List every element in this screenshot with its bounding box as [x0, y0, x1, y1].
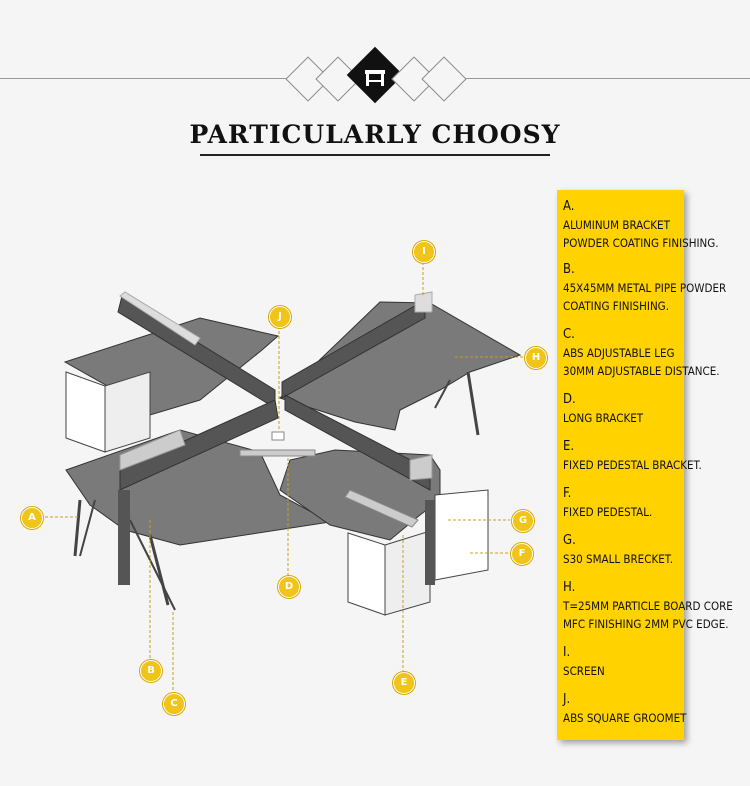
spec-text: ABS SQUARE GROOMET	[563, 711, 687, 725]
spec-letter: J.	[563, 692, 571, 707]
callout-d: D	[278, 576, 300, 598]
spec-letter: D.	[563, 392, 576, 407]
callout-h: H	[525, 347, 547, 369]
spec-text: FIXED PEDESTAL.	[563, 505, 653, 519]
spec-g	[563, 532, 673, 568]
spec-letter: B.	[563, 262, 575, 277]
spec-e	[563, 438, 702, 474]
spec-text: T=25MM PARTICLE BOARD CORE MFC FINISHING 2MM PVC EDGE.	[563, 599, 733, 631]
callout-j: J	[269, 306, 291, 328]
spec-letter: E.	[563, 439, 575, 454]
page-title: PARTICULARLY CHOOSY	[189, 120, 561, 149]
callout-i: I	[413, 241, 435, 263]
spec-letter: H.	[563, 580, 576, 595]
callout-e: E	[393, 672, 415, 694]
spec-f	[563, 485, 652, 521]
callout-g: G	[512, 510, 534, 532]
spec-d	[563, 391, 643, 427]
callout-f: F	[511, 543, 533, 565]
spec-text: SCREEN	[563, 664, 605, 678]
spec-a	[563, 198, 719, 252]
spec-b	[563, 261, 726, 315]
spec-text: FIXED PEDESTAL BRACKET.	[563, 458, 702, 472]
spec-letter: C.	[563, 327, 575, 342]
spec-letter: F.	[563, 486, 572, 501]
spec-c	[563, 326, 720, 380]
callout-b: B	[140, 660, 162, 682]
spec-text: 45X45MM METAL PIPE POWDER COATING FINISHING.	[563, 281, 727, 313]
spec-letter: G.	[563, 533, 576, 548]
callout-c: C	[163, 693, 185, 715]
spec-i	[563, 644, 605, 680]
callout-a: A	[21, 507, 43, 529]
spec-letter: I.	[563, 645, 571, 660]
spec-letter: A.	[563, 199, 575, 214]
spec-j	[563, 691, 686, 727]
spec-text: ALUMINUM BRACKET POWDER COATING FINISHING.	[563, 218, 719, 250]
spec-text: S30 SMALL BRECKET.	[563, 552, 674, 566]
spec-text: ABS ADJUSTABLE LEG 30MM ADJUSTABLE DISTANCE.	[563, 346, 720, 378]
spec-text: LONG BRACKET	[563, 411, 644, 425]
spec-h	[563, 579, 733, 633]
